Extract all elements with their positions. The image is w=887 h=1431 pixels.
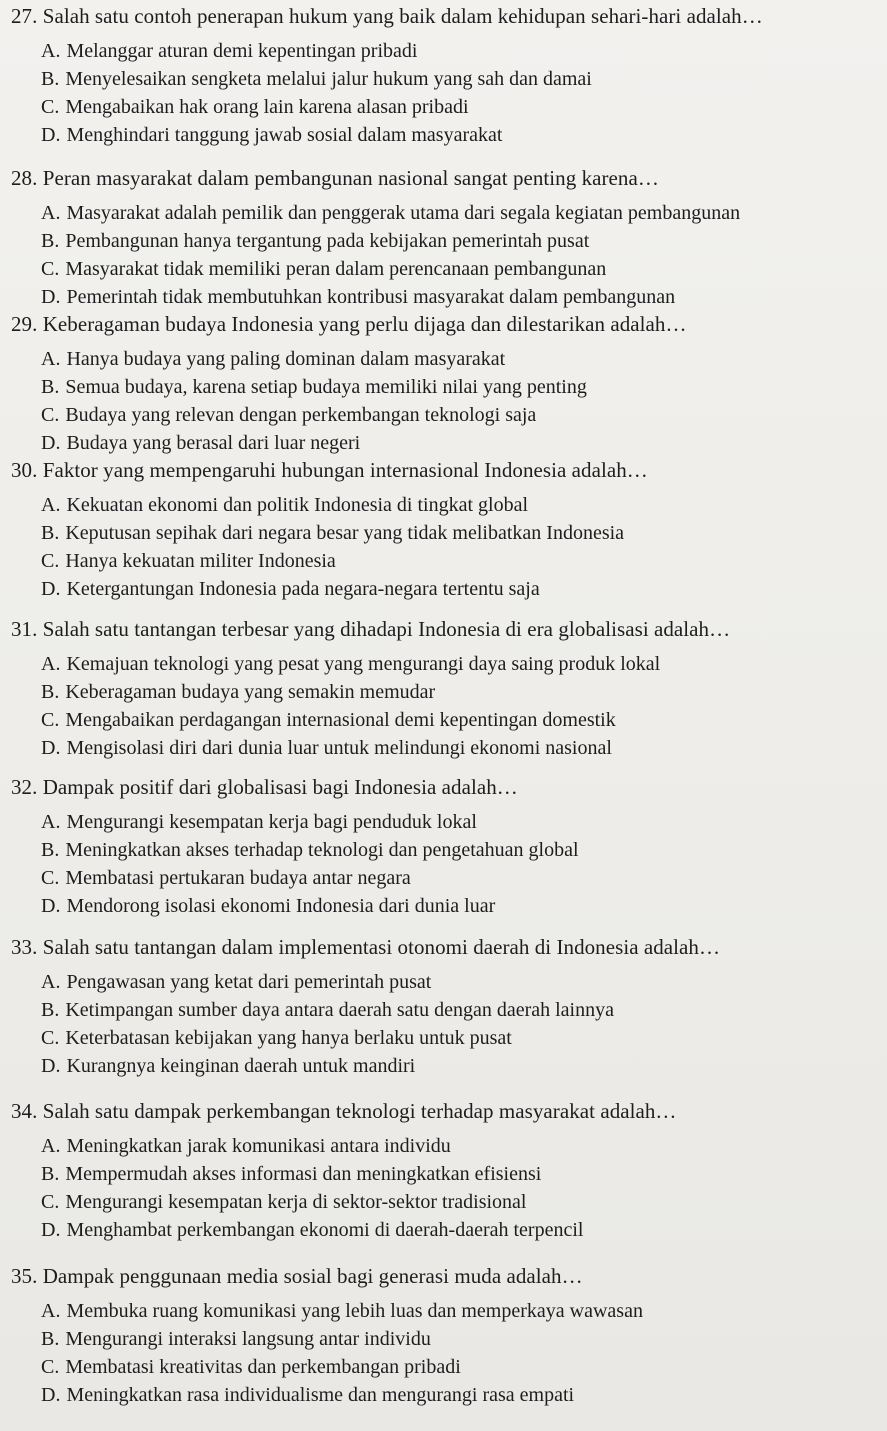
- question-number: 34.: [11, 1099, 38, 1123]
- answer-option[interactable]: [41, 576, 540, 602]
- answer-option[interactable]: [41, 38, 417, 64]
- answer-option[interactable]: [41, 837, 579, 863]
- question-number: 33.: [11, 935, 38, 959]
- question-text: Dampak penggunaan media sosial bagi generasi muda adalah…: [42, 1264, 583, 1288]
- option-text: Mempermudah akses informasi dan meningkatkan efisiensi: [65, 1163, 542, 1185]
- option-text: Masyarakat tidak memiliki peran dalam perencanaan pembangunan: [65, 258, 607, 280]
- question-stem: [11, 1097, 676, 1125]
- option-text: Melanggar aturan demi kepentingan pribadi: [66, 40, 418, 62]
- option-text: Mengabaikan hak orang lain karena alasan pribadi: [65, 96, 469, 118]
- option-text: Keterbatasan kebijakan yang hanya berlaku untuk pusat: [65, 1027, 512, 1049]
- answer-option[interactable]: [41, 707, 616, 733]
- option-text: Pembangunan hanya tergantung pada kebijakan pemerintah pusat: [65, 230, 590, 252]
- option-letter: C.: [41, 258, 60, 280]
- option-text: Budaya yang berasal dari luar negeri: [66, 432, 361, 454]
- option-text: Membuka ruang komunikasi yang lebih luas dan memperkaya wawasan: [66, 1300, 643, 1322]
- option-letter: B.: [41, 376, 60, 398]
- question-number: 29.: [11, 312, 38, 336]
- question-text: Salah satu contoh penerapan hukum yang baik dalam kehidupan sehari-hari adalah…: [42, 4, 763, 28]
- option-text: Membatasi kreativitas dan perkembangan pribadi: [65, 1356, 461, 1378]
- answer-option[interactable]: [41, 256, 606, 282]
- answer-option[interactable]: [41, 492, 528, 518]
- option-letter: A.: [41, 1135, 61, 1157]
- option-letter: A.: [41, 811, 61, 833]
- question-number: 32.: [11, 775, 38, 799]
- option-text: Mengurangi kesempatan kerja bagi penduduk lokal: [66, 811, 477, 833]
- answer-option[interactable]: [41, 228, 589, 254]
- question-number: 28.: [11, 166, 38, 190]
- option-letter: A.: [41, 971, 61, 993]
- option-letter: B.: [41, 230, 60, 252]
- option-text: Keputusan sepihak dari negara besar yang tidak melibatkan Indonesia: [65, 522, 625, 544]
- question-stem: [11, 310, 687, 338]
- option-letter: B.: [41, 839, 60, 861]
- question-stem: [11, 615, 730, 643]
- option-letter: B.: [41, 1328, 60, 1350]
- answer-option[interactable]: [41, 865, 411, 891]
- question-stem: [11, 933, 720, 961]
- answer-option[interactable]: [41, 893, 495, 919]
- question-number: 35.: [11, 1264, 38, 1288]
- option-text: Kekuatan ekonomi dan politik Indonesia di tingkat global: [66, 494, 529, 516]
- question-stem: [11, 773, 518, 801]
- answer-option[interactable]: [41, 735, 612, 761]
- option-letter: A.: [41, 1300, 61, 1322]
- option-letter: D.: [41, 578, 61, 600]
- option-letter: D.: [41, 1219, 61, 1241]
- answer-option[interactable]: [41, 679, 435, 705]
- option-text: Menghindari tanggung jawab sosial dalam masyarakat: [66, 124, 503, 146]
- answer-option[interactable]: [41, 284, 675, 310]
- answer-option[interactable]: [41, 66, 592, 92]
- question-number: 30.: [11, 458, 38, 482]
- question-text: Faktor yang mempengaruhi hubungan internasional Indonesia adalah…: [42, 458, 648, 482]
- option-letter: D.: [41, 432, 61, 454]
- question-text: Salah satu dampak perkembangan teknologi terhadap masyarakat adalah…: [42, 1099, 677, 1123]
- option-text: Hanya budaya yang paling dominan dalam masyarakat: [66, 348, 506, 370]
- option-text: Meningkatkan rasa individualisme dan mengurangi rasa empati: [66, 1384, 575, 1406]
- option-letter: A.: [41, 653, 61, 675]
- option-text: Mengurangi interaksi langsung antar individu: [65, 1328, 431, 1350]
- option-text: Mendorong isolasi ekonomi Indonesia dari dunia luar: [66, 895, 496, 917]
- question-stem: [11, 1262, 583, 1290]
- option-letter: A.: [41, 40, 61, 62]
- option-text: Keberagaman budaya yang semakin memudar: [65, 681, 436, 703]
- option-letter: D.: [41, 286, 61, 308]
- answer-option[interactable]: [41, 969, 431, 995]
- question-number: 31.: [11, 617, 38, 641]
- answer-option[interactable]: [41, 520, 624, 546]
- answer-option[interactable]: [41, 94, 469, 120]
- answer-option[interactable]: [41, 1189, 526, 1215]
- option-letter: D.: [41, 1055, 61, 1077]
- option-text: Mengabaikan perdagangan internasional demi kepentingan domestik: [65, 709, 616, 731]
- answer-option[interactable]: [41, 1326, 431, 1352]
- option-text: Pengawasan yang ketat dari pemerintah pusat: [66, 971, 432, 993]
- option-text: Kurangnya keinginan daerah untuk mandiri: [66, 1055, 416, 1077]
- option-text: Kemajuan teknologi yang pesat yang mengurangi daya saing produk lokal: [66, 653, 661, 675]
- answer-option[interactable]: [41, 346, 505, 372]
- option-text: Meningkatkan jarak komunikasi antara individu: [66, 1135, 451, 1157]
- answer-option[interactable]: [41, 809, 477, 835]
- option-text: Ketergantungan Indonesia pada negara-negara tertentu saja: [66, 578, 540, 600]
- option-letter: A.: [41, 202, 61, 224]
- option-letter: B.: [41, 68, 60, 90]
- option-text: Membatasi pertukaran budaya antar negara: [65, 867, 411, 889]
- answer-option[interactable]: [41, 1053, 415, 1079]
- option-text: Budaya yang relevan dengan perkembangan teknologi saja: [65, 404, 537, 426]
- option-text: Ketimpangan sumber daya antara daerah satu dengan daerah lainnya: [65, 999, 614, 1021]
- option-letter: B.: [41, 522, 60, 544]
- option-letter: D.: [41, 737, 61, 759]
- option-letter: C.: [41, 1027, 60, 1049]
- answer-option[interactable]: [41, 374, 587, 400]
- answer-option[interactable]: [41, 430, 360, 456]
- answer-option[interactable]: [41, 200, 740, 226]
- option-letter: B.: [41, 681, 60, 703]
- option-text: Pemerintah tidak membutuhkan kontribusi masyarakat dalam pembangunan: [66, 286, 676, 308]
- question-text: Salah satu tantangan dalam implementasi otonomi daerah di Indonesia adalah…: [42, 935, 721, 959]
- option-text: Menyelesaikan sengketa melalui jalur hukum yang sah dan damai: [65, 68, 592, 90]
- answer-option[interactable]: [41, 1298, 643, 1324]
- option-letter: D.: [41, 124, 61, 146]
- answer-option[interactable]: [41, 548, 336, 574]
- option-text: Menghambat perkembangan ekonomi di daerah-daerah terpencil: [66, 1219, 584, 1241]
- option-letter: C.: [41, 1191, 60, 1213]
- answer-option[interactable]: [41, 651, 660, 677]
- option-letter: D.: [41, 1384, 61, 1406]
- question-text: Peran masyarakat dalam pembangunan nasional sangat penting karena…: [42, 166, 659, 190]
- option-letter: C.: [41, 709, 60, 731]
- question-stem: [11, 164, 659, 192]
- option-letter: C.: [41, 96, 60, 118]
- answer-option[interactable]: [41, 122, 502, 148]
- option-text: Mengurangi kesempatan kerja di sektor-sektor tradisional: [65, 1191, 527, 1213]
- option-letter: D.: [41, 895, 61, 917]
- option-letter: A.: [41, 348, 61, 370]
- option-text: Semua budaya, karena setiap budaya memiliki nilai yang penting: [65, 376, 587, 398]
- option-text: Meningkatkan akses terhadap teknologi dan pengetahuan global: [65, 839, 579, 861]
- option-text: Mengisolasi diri dari dunia luar untuk melindungi ekonomi nasional: [66, 737, 612, 759]
- option-letter: C.: [41, 867, 60, 889]
- option-letter: B.: [41, 999, 60, 1021]
- question-stem: [11, 456, 648, 484]
- option-letter: C.: [41, 1356, 60, 1378]
- option-letter: C.: [41, 404, 60, 426]
- answer-option[interactable]: [41, 402, 536, 428]
- answer-option[interactable]: [41, 1025, 512, 1051]
- answer-option[interactable]: [41, 1217, 583, 1243]
- question-text: Salah satu tantangan terbesar yang dihadapi Indonesia di era globalisasi adalah…: [42, 617, 731, 641]
- option-text: Hanya kekuatan militer Indonesia: [65, 550, 336, 572]
- answer-option[interactable]: [41, 1133, 451, 1159]
- answer-option[interactable]: [41, 1382, 574, 1408]
- question-text: Keberagaman budaya Indonesia yang perlu dijaga dan dilestarikan adalah…: [42, 312, 687, 336]
- answer-option[interactable]: [41, 1161, 541, 1187]
- question-stem: [11, 2, 763, 30]
- answer-option[interactable]: [41, 1354, 461, 1380]
- option-letter: A.: [41, 494, 61, 516]
- option-text: Masyarakat adalah pemilik dan penggerak utama dari segala kegiatan pembangunan: [66, 202, 741, 224]
- question-number: 27.: [11, 4, 38, 28]
- answer-option[interactable]: [41, 997, 614, 1023]
- question-text: Dampak positif dari globalisasi bagi Indonesia adalah…: [42, 775, 518, 799]
- option-letter: C.: [41, 550, 60, 572]
- option-letter: B.: [41, 1163, 60, 1185]
